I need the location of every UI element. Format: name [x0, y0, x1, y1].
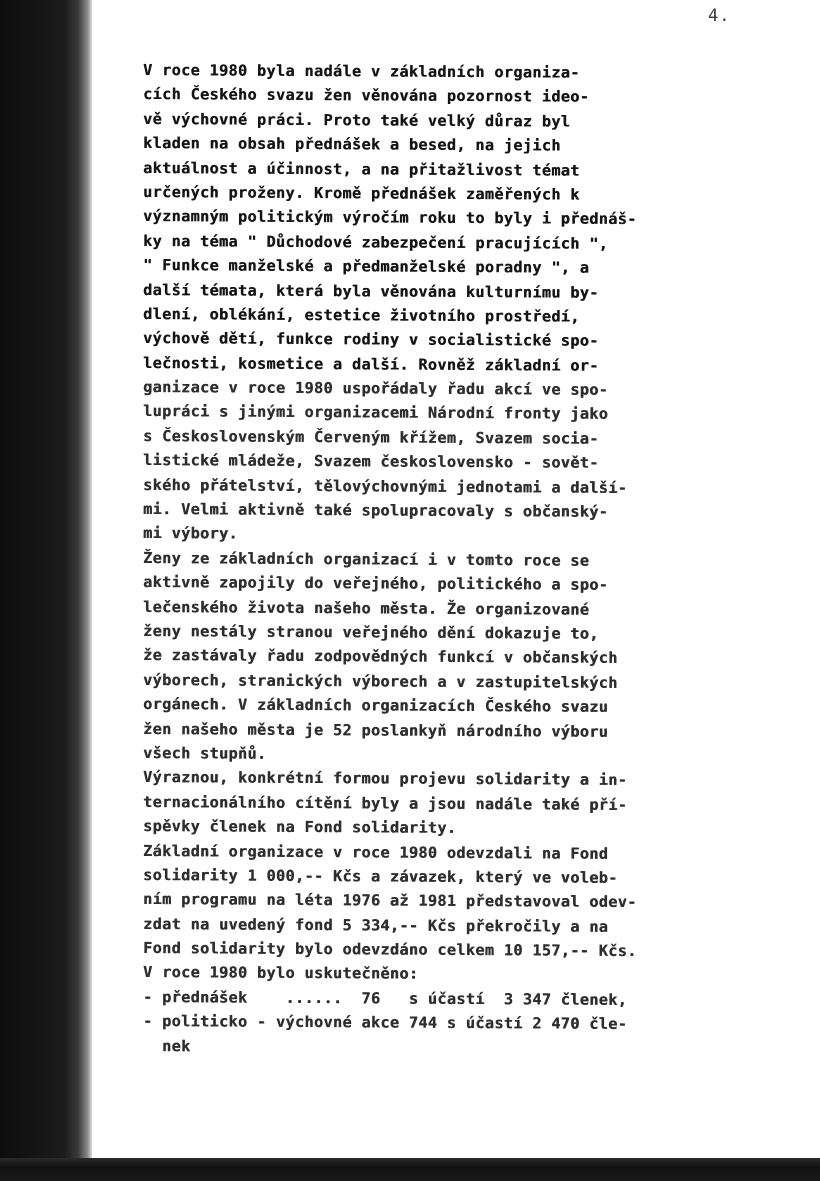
text-line: kladen na obsah přednášek a besed, na jejich [142, 134, 561, 155]
text-line: významným politickým výročím roku to byly i přednáš- [142, 207, 637, 229]
text-line: další témata, která byla věnována kulturnímu by- [142, 280, 599, 302]
text-line: Fond solidarity bylo odevzdáno celkem 10 157,-- Kčs. [142, 939, 637, 961]
text-line: s Československým Červeným křížem, Svazem socia- [142, 426, 599, 448]
text-line: ky na téma " Důchodové zabezpečení pracujících ", [142, 231, 609, 253]
scan-bottom-edge [0, 1158, 820, 1181]
text-line: lupráci s jinými organizacemi Národní fronty jako [142, 402, 609, 424]
text-line: Základní organizace v roce 1980 odevzdali na Fond [142, 841, 609, 863]
text-line: nek [142, 1036, 191, 1055]
text-line: zdat na uvedený fond 5 334,-- Kčs překročily a na [142, 914, 609, 936]
text-line: spěvky členek na Fond solidarity. [142, 817, 457, 838]
text-line: ternacionálního cítění byly a jsou nadále také pří- [142, 792, 628, 814]
text-line: - politicko - výchovné akce 744 s účastí 2 470 čle- [142, 1012, 628, 1034]
text-line: žen našeho města je 52 poslankyň národního výboru [142, 719, 609, 741]
text-line: V roce 1980 byla nadále v základních organiza- [142, 61, 580, 82]
text-line: lečnosti, kosmetice a další. Rovněž základní or- [142, 353, 599, 375]
text-line: že zastávaly řadu zodpovědných funkcí v občanských [142, 646, 618, 668]
text-line: solidarity 1 000,-- Kčs a závazek, který ve voleb- [142, 865, 618, 887]
page-number: 4. [708, 6, 731, 26]
scan-dark-margin [0, 0, 92, 1160]
text-line: mi výbory. [142, 524, 238, 544]
text-line: mi. Velmi aktivně také spolupracovaly s občanský- [142, 500, 609, 521]
text-line: listické mládeže, Svazem československo - sovět- [142, 451, 599, 473]
text-line: výborech, stranických výborech a v zastupitelských [142, 670, 618, 692]
text-line: aktuálnost a účinnost, a na přitažlivost témat [142, 158, 580, 180]
text-line: určených proženy. Kromě přednášek zaměřených k [142, 182, 580, 204]
typewritten-text [143, 58, 683, 1058]
text-line: dlení, oblékání, estetice životního prostředí, [142, 304, 580, 326]
text-line: cích Českého svazu žen věnována pozornost ideo- [142, 85, 590, 107]
text-line: ženy nestály stranou veřejného dění dokazuje to, [142, 621, 599, 643]
text-line: vě výchovné práci. Proto také velký důraz byl [142, 109, 571, 131]
text-line: Výraznou, konkrétní formou projevu solidarity a in- [142, 768, 628, 790]
text-line: ského přátelství, tělovýchovnými jednotami a další- [142, 475, 628, 497]
text-line: ganizace v roce 1980 uspořádaly řadu akcí ve spo- [142, 378, 609, 399]
text-line: Ženy ze základních organizací i v tomto roce se [142, 548, 590, 570]
text-line: orgánech. V základních organizacích Českého svazu [142, 695, 609, 716]
text-line: lečenského života našeho města. Že organizované [142, 597, 590, 619]
text-line: všech stupňů. [142, 743, 267, 763]
text-line: ním programu na léta 1976 až 1981 představoval odev- [142, 890, 637, 912]
text-line: - přednášek ...... 76 s účastí 3 347 členek, [142, 987, 628, 1009]
text-line: " Funkce manželské a předmanželské poradny ", a [142, 256, 590, 277]
text-line: výchově dětí, funkce rodiny v socialistické spo- [142, 329, 599, 351]
text-line: V roce 1980 bylo uskutečněno: [142, 963, 419, 984]
text-line: aktivně zapojily do veřejného, politického a spo- [142, 573, 609, 595]
